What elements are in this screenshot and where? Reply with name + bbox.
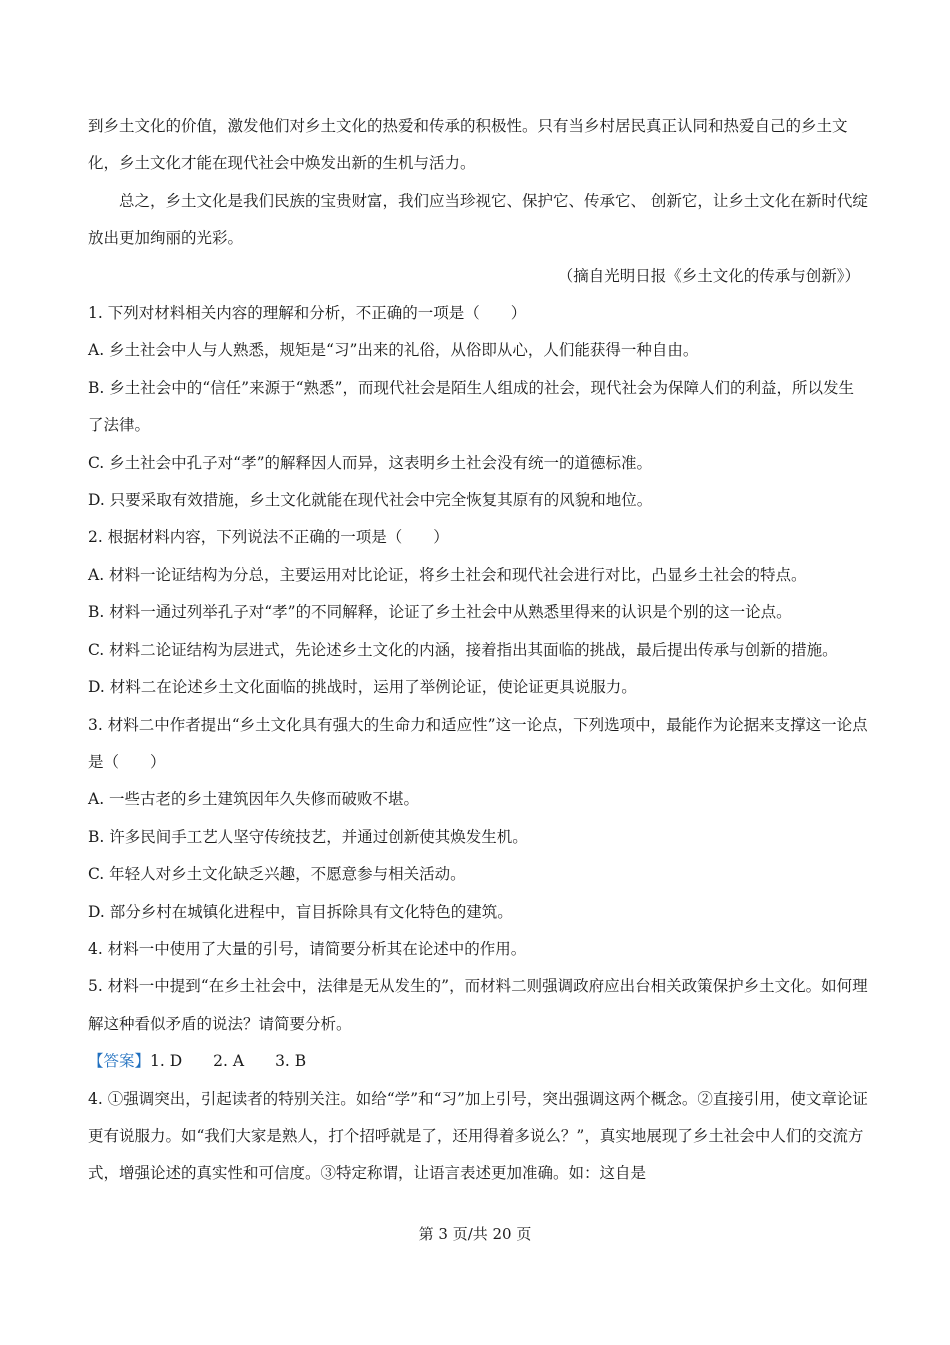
passage-source: （摘自光明日报《乡土文化的传承与创新》） [557, 266, 860, 285]
question-option-a: A. 一些古老的乡土建筑因年久失修而破败不堪。 [88, 790, 420, 809]
question-option-d: D. 材料二在论述乡土文化面临的挑战时，运用了举例论证，使论证更具说服力。 [88, 678, 637, 697]
answer-tag: 【答案】 [88, 1052, 151, 1071]
answer-line [88, 1043, 868, 1080]
question-option-b: B. 材料一通过列举孔子对“孝”的不同解释，论证了乡土社会中从熟悉里得来的认识是个别的这一论点。 [88, 603, 792, 622]
question-option-d: D. 只要采取有效措施，乡土文化就能在现代社会中完全恢复其原有的风貌和地位。 [88, 491, 653, 510]
question-option-c: C. 年轻人对乡土文化缺乏兴趣，不愿意参与相关活动。 [88, 865, 466, 884]
question-2 [88, 519, 868, 706]
question-option-a: A. 乡土社会中人与人熟悉，规矩是“习”出来的礼俗，从俗即从心，人们能获得一种自由。 [88, 341, 699, 360]
question-stem: 1. 下列对材料相关内容的理解和分析，不正确的一项是（ ） [88, 304, 527, 323]
passage-paragraph-conclusion: 总之，乡土文化是我们民族的宝贵财富，我们应当珍视它、保护它、传承它、 创新它，让乡土文化在新时代绽放出更加绚丽的光彩。 [88, 191, 868, 248]
question-option-b: B. 许多民间手工艺人坚守传统技艺，并通过创新使其焕发生机。 [88, 827, 528, 846]
question-option-d: D. 部分乡村在城镇化进程中，盲目拆除具有文化特色的建筑。 [88, 902, 513, 921]
answer-text: 1. D 2. A 3. B [150, 1052, 307, 1071]
question-option-c: C. 材料二论证结构为层进式，先论述乡土文化的内涵，接着指出其面临的挑战，最后提出传承与创新的措施。 [88, 640, 838, 659]
question-stem: 4. 材料一中使用了大量的引号，请简要分析其在论述中的作用。 [88, 939, 527, 958]
question-option-c: C. 乡土社会中孔子对“孝”的解释因人而异，这表明乡土社会没有统一的道德标准。 [88, 453, 653, 472]
question-3 [88, 707, 868, 931]
question-stem: 2. 根据材料内容，下列说法不正确的一项是（ ） [88, 528, 449, 547]
question-4 [88, 931, 868, 968]
question-5 [88, 968, 868, 1043]
passage-paragraph-continued: 到乡土文化的价值，激发他们对乡土文化的热爱和传承的积极性。只有当乡村居民真正认同和热爱自己的乡土文化，乡土文化才能在现代社会中焕发出新的生机与活力。 [88, 117, 848, 173]
question-stem: 5. 材料一中提到“在乡土社会中，法律是无从发生的”，而材料二则强调政府应出台相关政策保护乡土文化。如何理解这种看似矛盾的说法？请简要分析。 [88, 977, 868, 1033]
question-option-b: B. 乡土社会中的“信任”来源于“熟悉”，而现代社会是陌生人组成的社会，现代社会为保障人们的利益，所以发生了法律。 [88, 378, 854, 435]
question-option-a: A. 材料一论证结构为分总，主要运用对比论证，将乡土社会和现代社会进行对比，凸显乡土社会的特点。 [88, 565, 807, 584]
page-footer: 第 3 页/共 20 页 [418, 1225, 532, 1243]
question-stem: 3. 材料二中作者提出“乡土文化具有强大的生命力和适应性”这一论点，下列选项中，最能作为论据来支撑这一论点是（ ） [88, 715, 868, 771]
question-1 [88, 295, 868, 519]
page-content [88, 108, 868, 1193]
answer-analysis-4: 4. ①强调突出，引起读者的特别关注。如给“学”和“习”加上引号，突出强调这两个概念。②直接引用，使文章论证更有说服力。如“我们大家是熟人，打个招呼就是了，还用得着多说么？”，真实地展现了乡土社会中人们的交流方式，增强论述的真实性和可信度。③特定称谓，让语言表述更加准确。如：这自是 [88, 1089, 868, 1183]
